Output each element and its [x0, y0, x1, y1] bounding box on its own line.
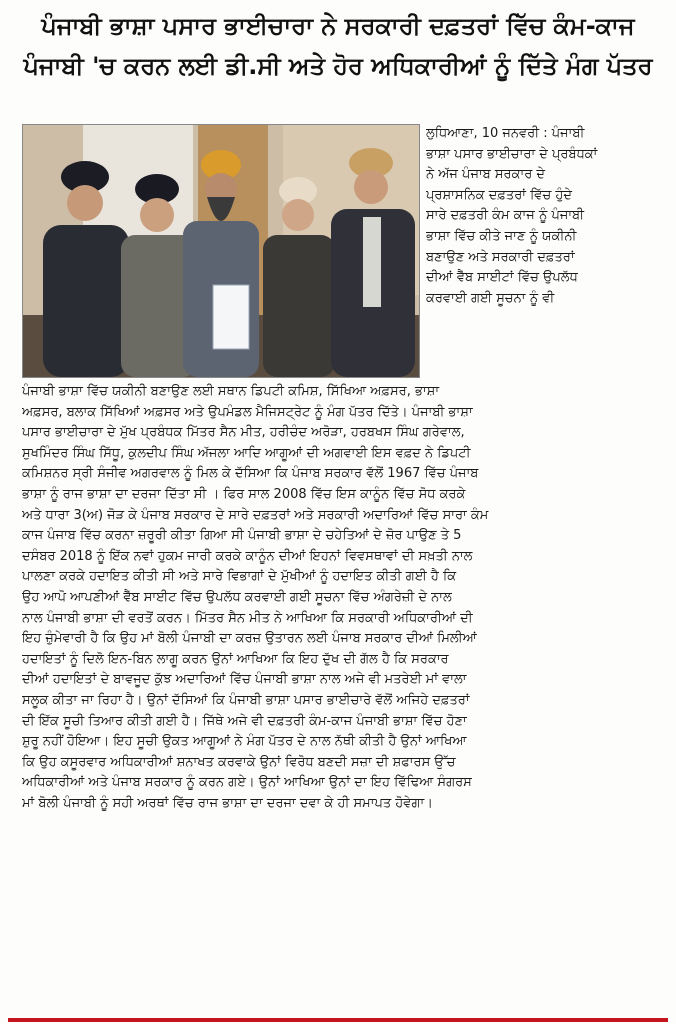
text-line: ਦਸੰਬਰ 2018 ਨੂੰ ਇੱਕ ਨਵਾਂ ਹੁਕਮ ਜਾਰੀ ਕਰਕੇ ਕਾਨੂੰਨ ਦੀਆਂ ਇਹਨਾਂ ਵਿਵਸਥਾਵਾਂ ਦੀ ਸਖ਼ਤੀ ਨਾਲ — [22, 548, 473, 564]
article-photo — [22, 124, 420, 378]
memorandum-paper — [213, 285, 249, 349]
article-lead-column — [426, 124, 662, 309]
text-line: ਭਾਸ਼ਾ ਨੂੰ ਰਾਜ ਭਾਸ਼ਾ ਦਾ ਦਰਜਾ ਦਿੱਤਾ ਸੀ । ਫਿਰ ਸਾਲ 2008 ਵਿੱਚ ਇਸ ਕਾਨੂੰਨ ਵਿੱਚ ਸੋਧ ਕਰਕੇ — [22, 486, 466, 502]
text-line: ਪਾਲਣਾ ਕਰਕੇ ਹਦਾਇਤ ਕੀਤੀ ਸੀ ਅਤੇ ਸਾਰੇ ਵਿਭਾਗਾਂ ਦੇ ਮੁੱਖੀਆਂ ਨੂੰ ਹਦਾਇਤ ਕੀਤੀ ਗਈ ਹੈ ਕਿ — [22, 569, 457, 585]
text-line: ਪ੍ਰਸ਼ਾਸਨਿਕ ਦਫ਼ਤਰਾਂ ਵਿੱਚ ਹੁੰਦੇ — [426, 187, 572, 203]
bottom-rule — [8, 1018, 668, 1022]
text-line: ਨੇ ਅੱਜ ਪੰਜਾਬ ਸਰਕਾਰ ਦੇ — [426, 167, 545, 183]
text-line: ਨਾਲ ਪੰਜਾਬੀ ਭਾਸ਼ਾ ਦੀ ਵਰਤੋਂ ਕਰਨ। ਮਿੱਤਰ ਸੈਨ ਮੀਤ ਨੇ ਆਖਿਆ ਕਿ ਸਰਕਾਰੀ ਅਧਿਕਾਰੀਆਂ ਦੀ — [22, 610, 473, 626]
text-line: ਸ਼ੁਰੂ ਨਹੀਂ ਹੋਇਆ। ਇਹ ਸੂਚੀ ਉਕਤ ਆਗੂਆਂ ਨੇ ਮੰਗ ਪੱਤਰ ਦੇ ਨਾਲ ਨੱਥੀ ਕੀਤੀ ਹੈ ਉਨਾਂ ਆਖਿਆ — [22, 734, 467, 750]
text-line: ਅਤੇ ਧਾਰਾ 3(ਅ) ਜੋੜ ਕੇ ਪੰਜਾਬ ਸਰਕਾਰ ਦੇ ਸਾਰੇ ਦਫ਼ਤਰਾਂ ਅਤੇ ਸਰਕਾਰੀ ਅਦਾਰਿਆਂ ਵਿੱਚ ਸਾਰਾ ਕੰਮ — [22, 507, 489, 523]
headline-line: ਪੰਜਾਬੀ 'ਚ ਕਰਨ ਲਈ ਡੀ.ਸੀ ਅਤੇ ਹੋਰ ਅਧਿਕਾਰੀਆਂ ਨੂੰ ਦਿੱਤੇ ਮੰਗ ਪੱਤਰ — [23, 52, 653, 80]
headline — [8, 6, 668, 86]
text-line: ਕਾਜ ਪੰਜਾਬ ਵਿੱਚ ਕਰਨਾ ਜ਼ਰੂਰੀ ਕੀਤਾ ਗਿਆ ਸੀ ਪੰਜਾਬੀ ਭਾਸ਼ਾ ਦੇ ਚਹੇਤਿਆਂ ਦੇ ਜ਼ੋਰ ਪਾਉਣ ਤੇ 5 — [22, 528, 462, 544]
text-line: ਮਾਂ ਬੋਲੀ ਪੰਜਾਬੀ ਨੂੰ ਸਹੀ ਅਰਥਾਂ ਵਿੱਚ ਰਾਜ ਭਾਸ਼ਾ ਦਾ ਦਰਜਾ ਦਵਾ ਕੇ ਹੀ ਸਮਾਪਤ ਹੋਵੇਗਾ। — [22, 795, 433, 811]
text-line: ਭਾਸ਼ਾ ਪਸਾਰ ਭਾਈਚਾਰਾ ਦੇ ਪ੍ਰਬੰਧਕਾਂ — [426, 146, 598, 162]
text-line: ਦੀਆਂ ਹਦਾਇਤਾਂ ਦੇ ਬਾਵਜੂਦ ਕੁੱਝ ਅਦਾਰਿਆਂ ਵਿੱਚ ਪੰਜਾਬੀ ਭਾਸ਼ਾ ਨਾਲ ਅਜੇ ਵੀ ਮਤਰੇਈ ਮਾਂ ਵਾਲਾ — [22, 672, 467, 688]
text-line: ਪਸਾਰ ਭਾਈਚਾਰਾ ਦੇ ਮੁੱਖ ਪ੍ਰਬੰਧਕ ਮਿੱਤਰ ਸੈਨ ਮੀਤ, ਹਰੀਚੰਦ ਅਰੋੜਾ, ਹਰਬਖਸ ਸਿੰਘ ਗਰੇਵਾਲ, — [22, 425, 465, 441]
text-line: ਕਿ ਉਹ ਕਸੂਰਵਾਰ ਅਧਿਕਾਰੀਆਂ ਸ਼ਨਾਖਤ ਕਰਵਾਕੇ ਉਨਾਂ ਵਿਰੋਧ ਬਣਦੀ ਸਜ਼ਾ ਦੀ ਸ਼ਫਾਰਸ ਉੱਚ — [22, 754, 456, 770]
text-line: ਸੁਖਮਿੰਦਰ ਸਿੰਘ ਸਿੱਧੂ, ਕੁਲਦੀਪ ਸਿੰਘ ਅੱਜਲਾ ਆਦਿ ਆਗੂਆਂ ਦੀ ਅਗਵਾਈ ਇਸ ਵਫ਼ਦ ਨੇ ਡਿਪਟੀ — [22, 445, 471, 461]
article-body — [22, 382, 654, 814]
text-line: ਅਫ਼ਸਰ, ਬਲਾਕ ਸਿੱਖਿਆਂ ਅਫ਼ਸਰ ਅਤੇ ਉਪਮੰਡਲ ਮੈਜਿਸਟ੍ਰੇਟ ਨੂੰ ਮੰਗ ਪੱਤਰ ਦਿੱਤੇ। ਪੰਜਾਬੀ ਭਾਸ਼ਾ — [22, 404, 473, 420]
text-line: ਉਹ ਆਪੋ ਆਪਣੀਆਂ ਵੈੱਬ ਸਾਈਟ ਵਿੱਚ ਉਪਲੱਧ ਕਰਵਾਈ ਗਈ ਸੂਚਨਾ ਵਿੱਚ ਅੰਗਰੇਜ਼ੀ ਦੇ ਨਾਲ — [22, 589, 452, 605]
text-line: ਦੀਆਂ ਵੈੱਬ ਸਾਈਟਾਂ ਵਿੱਚ ਉਪਲੱਧ — [426, 270, 578, 286]
text-line: ਕਮਿਸ਼ਨਰ ਸ੍ਰੀ ਸੰਜੀਵ ਅਗਰਵਾਲ ਨੂੰ ਮਿਲ ਕੇ ਦੱਸਿਆ ਕਿ ਪੰਜਾਬ ਸਰਕਾਰ ਵੱਲੋਂ 1967 ਵਿੱਚ ਪੰਜਾਬ — [22, 466, 479, 482]
text-line: ਅਧਿਕਾਰੀਆਂ ਅਤੇ ਪੰਜਾਬ ਸਰਕਾਰ ਨੂੰ ਕਰਨ ਗਏ। ਉਨਾਂ ਆਖਿਆ ਉਨਾਂ ਦਾ ਇਹ ਵਿੱਢਿਆ ਸੰਗਰਸ — [22, 775, 472, 791]
text-line: ਦੀ ਇੱਕ ਸੂਚੀ ਤਿਆਰ ਕੀਤੀ ਗਈ ਹੈ। ਜਿੱਥੇ ਅਜੇ ਵੀ ਦਫ਼ਤਰੀ ਕੰਮ-ਕਾਜ ਪੰਜਾਬੀ ਭਾਸ਼ਾ ਵਿੱਚ ਹੋਣਾ — [22, 713, 467, 729]
headline-line: ਪੰਜਾਬੀ ਭਾਸ਼ਾ ਪਸਾਰ ਭਾਈਚਾਰਾ ਨੇ ਸਰਕਾਰੀ ਦਫ਼ਤਰਾਂ ਵਿੱਚ ਕੰਮ-ਕਾਜ — [41, 12, 635, 40]
text-line: ਹਦਾਇਤਾਂ ਨੂੰ ਦਿਲੋ ਇਨ-ਬਿਨ ਲਾਗੂ ਕਰਨ ਉਨਾਂ ਆਖਿਆ ਕਿ ਇਹ ਦੁੱਖ ਦੀ ਗੱਲ ਹੈ ਕਿ ਸਰਕਾਰ — [22, 651, 449, 667]
text-line: ਭਾਸ਼ਾ ਵਿੱਚ ਕੀਤੇ ਜਾਣ ਨੂੰ ਯਕੀਨੀ — [426, 228, 577, 244]
text-line: ਸਲੂਕ ਕੀਤਾ ਜਾ ਰਿਹਾ ਹੈ। ਉਨਾਂ ਦੱਸਿਆਂ ਕਿ ਪੰਜਾਬੀ ਭਾਸ਼ਾ ਪਸਾਰ ਭਾਈਚਾਰੇ ਵੱਲੋਂ ਅਜਿਹੇ ਦਫ਼ਤਰਾਂ — [22, 692, 470, 708]
text-line: ਬਣਾਉਣ ਅਤੇ ਸਰਕਾਰੀ ਦਫ਼ਤਰਾਂ — [426, 249, 575, 265]
text-line: ਕਰਵਾਈ ਗਈ ਸੂਚਨਾ ਨੂੰ ਵੀ — [426, 290, 555, 306]
group-photo-illustration — [23, 125, 419, 377]
text-line: ਲੁਧਿਆਣਾ, 10 ਜਨਵਰੀ : ਪੰਜਾਬੀ — [426, 126, 585, 141]
text-line: ਸਾਰੇ ਦਫ਼ਤਰੀ ਕੰਮ ਕਾਜ ਨੂੰ ਪੰਜਾਬੀ — [426, 208, 585, 224]
text-line: ਇਹ ਜ਼ੁੰਮੇਵਾਰੀ ਹੈ ਕਿ ਉਹ ਮਾਂ ਬੋਲੀ ਪੰਜਾਬੀ ਦਾ ਕਰਜ਼ ਉਤਾਰਨ ਲਈ ਪੰਜਾਬ ਸਰਕਾਰ ਦੀਆਂ ਮਿਲੀਆਂ — [22, 631, 477, 647]
text-line: ਪੰਜਾਬੀ ਭਾਸ਼ਾ ਵਿੱਚ ਯਕੀਨੀ ਬਣਾਉਣ ਲਈ ਸਥਾਨ ਡਿਪਟੀ ਕਮਿਸ਼, ਸਿੱਖਿਆ ਅਫ਼ਸਰ, ਭਾਸ਼ਾ — [22, 384, 440, 399]
